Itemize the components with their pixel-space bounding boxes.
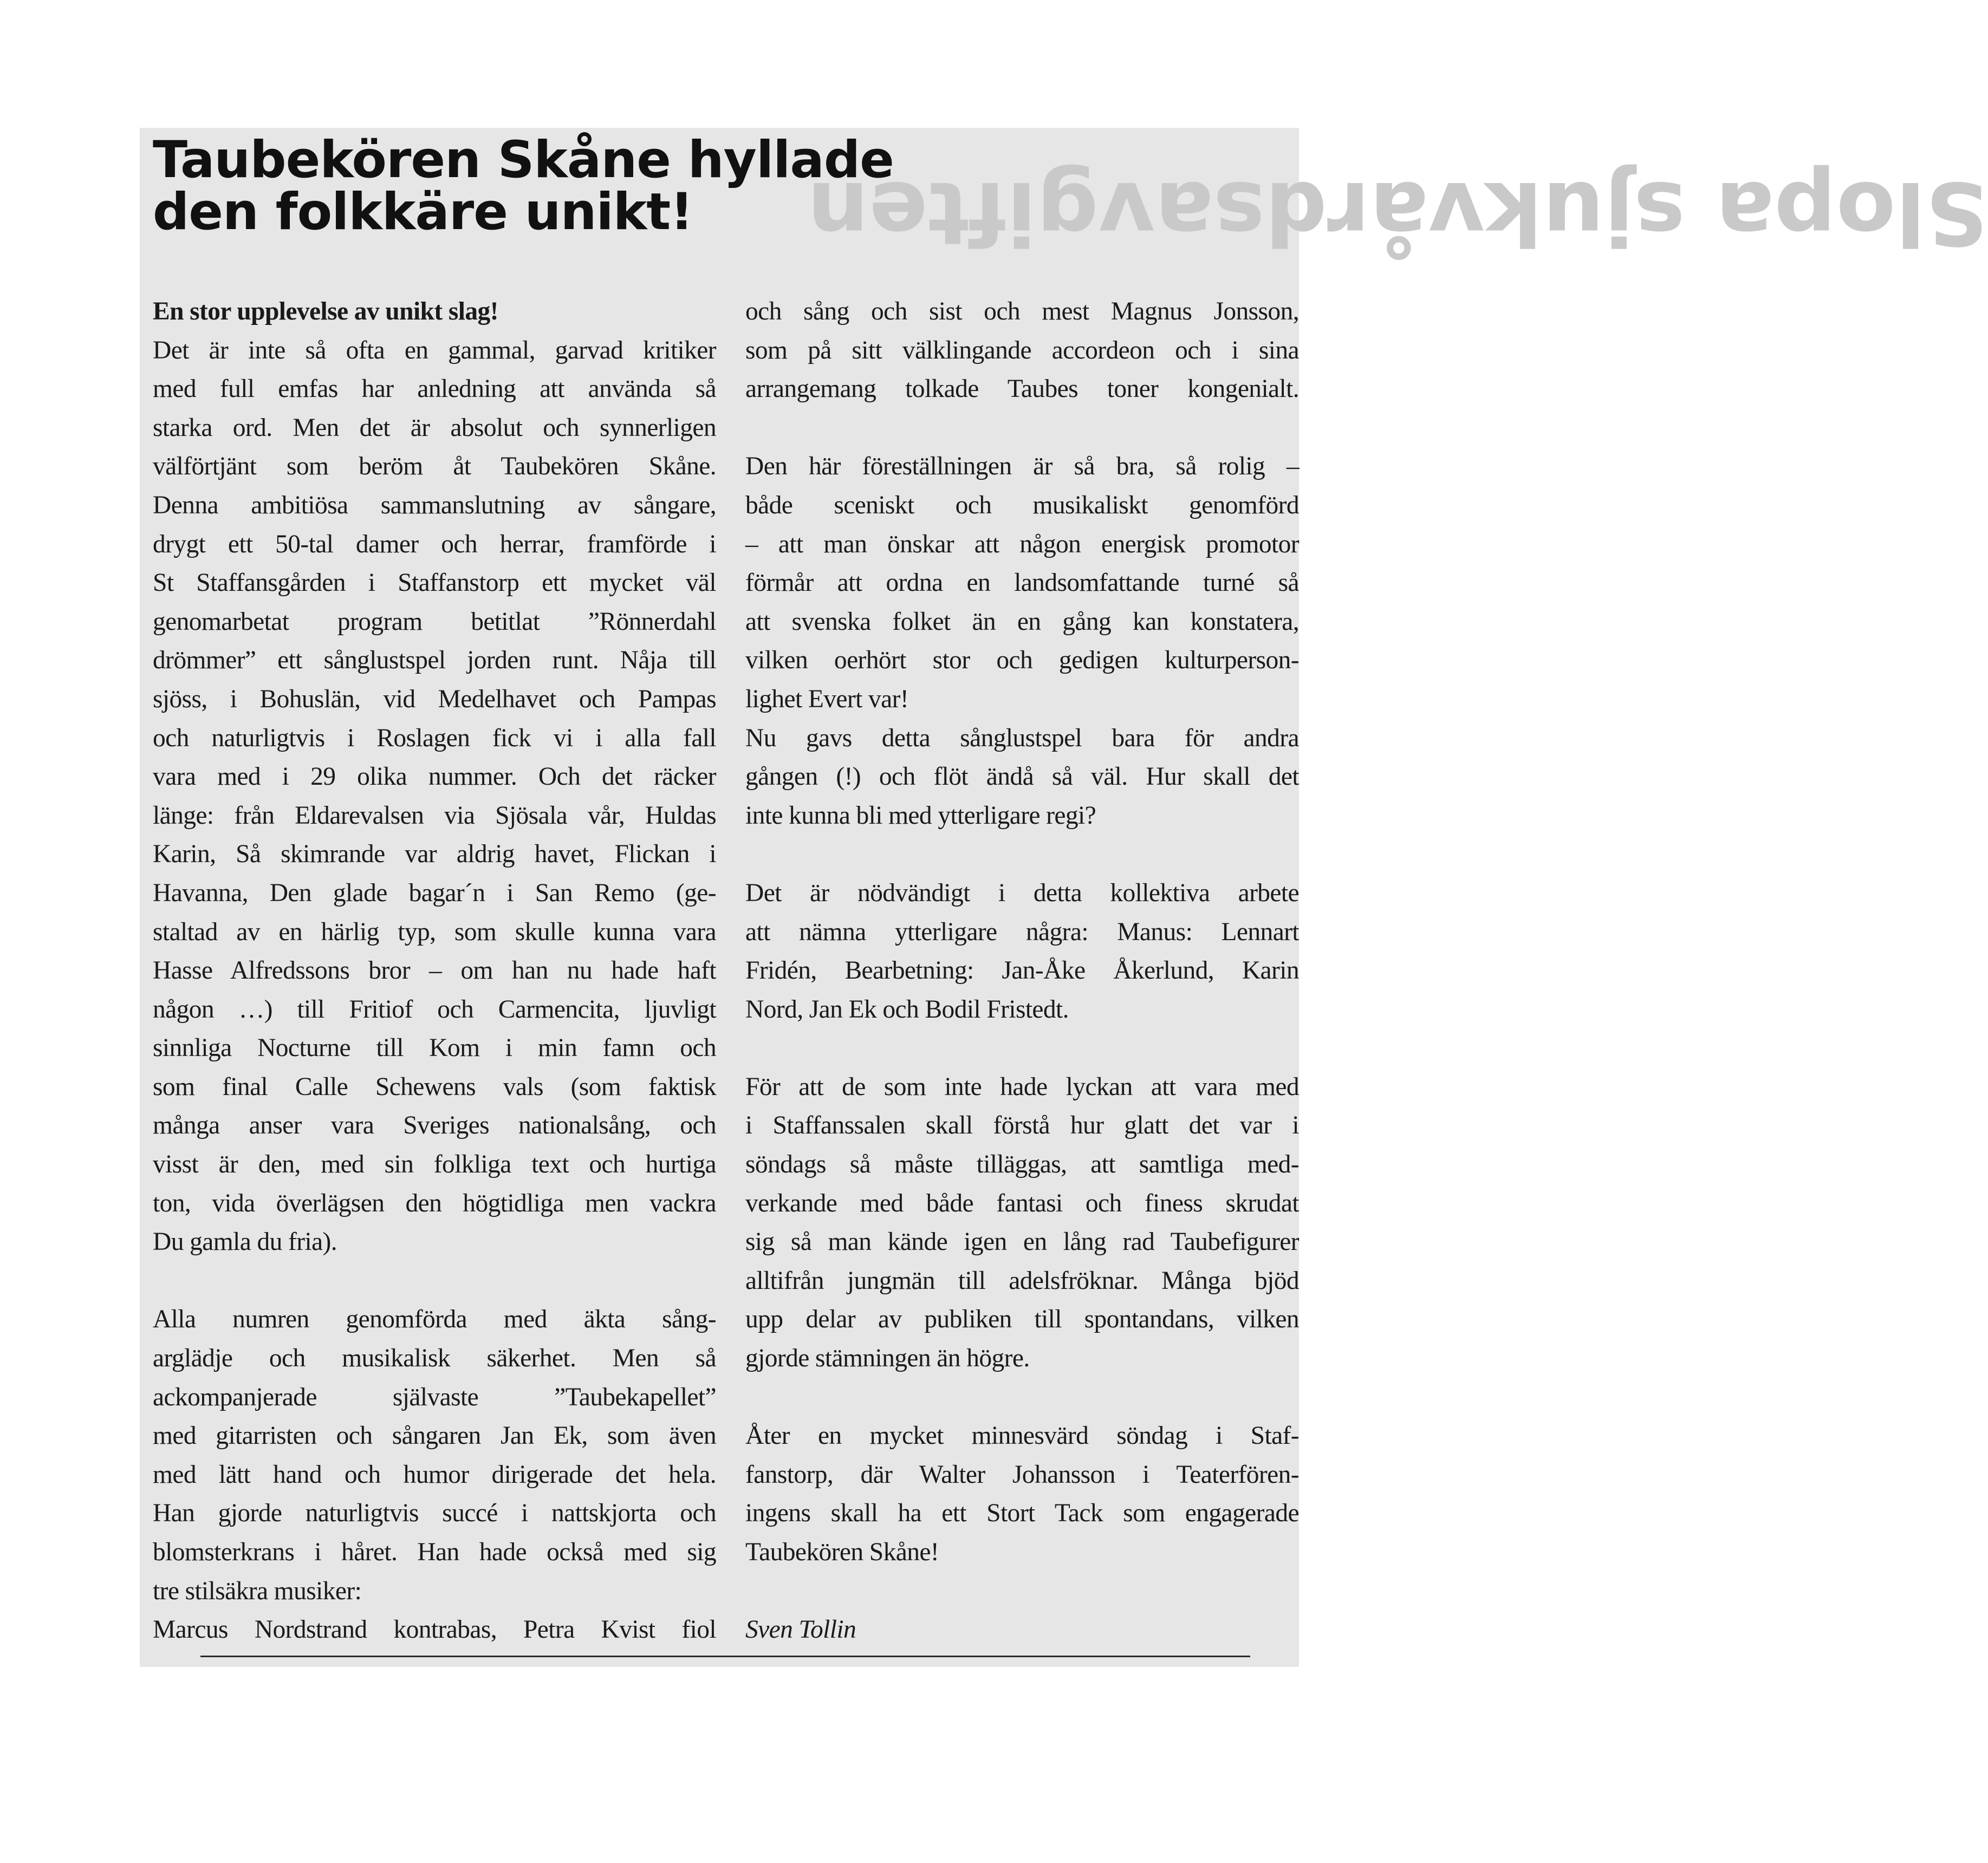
- paragraph-gap: [745, 409, 1299, 448]
- body-line: länge: från Eldarevalsen via Sjösala vår, Huldas: [153, 801, 716, 830]
- body-line: lighet Evert var!: [745, 685, 909, 713]
- body-line: Det är inte så ofta en gammal, garvad kritiker: [153, 336, 716, 364]
- body-line: verkande med både fantasi och finess skrudat: [745, 1189, 1299, 1217]
- body-line: både sceniskt och musikaliskt genomförd: [745, 491, 1299, 519]
- body-line: Du gamla du fria).: [153, 1228, 337, 1256]
- body-line: Åter en mycket minnesvärd söndag i Staf-: [745, 1422, 1299, 1450]
- body-line: i Staffanssalen skall förstå hur glatt det var i: [745, 1111, 1299, 1140]
- body-line: ingens skall ha ett Stort Tack som engagerade: [745, 1499, 1299, 1528]
- author-byline: Sven Tollin: [745, 1616, 856, 1644]
- headline-line: den folkkäre unikt!: [153, 182, 693, 242]
- paragraph-gap: [745, 1572, 1299, 1611]
- body-line: att svenska folket än en gång kan konstatera,: [745, 607, 1299, 636]
- body-line: staltad av en härlig typ, som skulle kunna vara: [153, 917, 716, 946]
- body-line: genomarbetat program betitlat ”Rönnerdahl: [153, 607, 716, 636]
- body-line: att nämna ytterligare några: Manus: Lennart: [745, 917, 1299, 946]
- body-line: Hasse Alfredssons bror – om han nu hade haft: [153, 956, 716, 985]
- left-column: [153, 292, 716, 1650]
- paragraph-gap: [745, 1029, 1299, 1068]
- body-line: Nu gavs detta sånglustspel bara för andra: [745, 724, 1299, 752]
- body-line: starka ord. Men det är absolut och synnerligen: [153, 413, 716, 442]
- paragraph-gap: [745, 1378, 1299, 1417]
- body-line: inte kunna bli med ytterligare regi?: [745, 801, 1096, 830]
- body-line: som final Calle Schewens vals (som faktisk: [153, 1072, 716, 1101]
- body-line: vara med i 29 olika nummer. Och det räcker: [153, 763, 716, 791]
- body-line: St Staffansgården i Staffanstorp ett mycket väl: [153, 569, 716, 597]
- body-line: drömmer” ett sånglustspel jorden runt. Nåja till: [153, 646, 716, 675]
- body-line: välförtjänt som beröm åt Taubekören Skåne.: [153, 452, 716, 481]
- bleed-through-headline: Slopa sjukvårdsavgiften: [807, 162, 1988, 264]
- body-line: förmår att ordna en landsomfattande turné så: [745, 569, 1299, 597]
- body-line: arrangemang tolkade Taubes toner kongenialt.: [745, 375, 1299, 403]
- body-line: upp delar av publiken till spontandans, vilken: [745, 1305, 1299, 1334]
- body-line: som på sitt välklingande accordeon och i sina: [745, 336, 1299, 364]
- article-headline: [153, 131, 894, 242]
- body-line: Taubekören Skåne!: [745, 1538, 939, 1566]
- headline-line: Taubekören Skåne hyllade: [153, 131, 894, 190]
- body-line: gången (!) och flöt ändå så väl. Hur skall det: [745, 763, 1299, 791]
- body-line: visst är den, med sin folkliga text och hurtiga: [153, 1150, 716, 1179]
- body-line: drygt ett 50-tal damer och herrar, framförde i: [153, 530, 716, 558]
- lead-line: En stor upplevelse av unikt slag!: [153, 297, 498, 325]
- body-line: Denna ambitiösa sammanslutning av sångare,: [153, 491, 716, 519]
- body-line: Nord, Jan Ek och Bodil Fristedt.: [745, 995, 1069, 1024]
- body-line: Fridén, Bearbetning: Jan-Åke Åkerlund, Karin: [745, 956, 1299, 985]
- body-line: och sång och sist och mest Magnus Jonsson,: [745, 297, 1299, 325]
- body-line: – att man önskar att någon energisk promotor: [745, 530, 1299, 558]
- body-line: tre stilsäkra musiker:: [153, 1577, 362, 1605]
- body-line: med gitarristen och sångaren Jan Ek, som även: [153, 1422, 716, 1450]
- body-line: vilken oerhört stor och gedigen kulturperson-: [745, 646, 1299, 675]
- body-line: gjorde stämningen än högre.: [745, 1344, 1030, 1373]
- body-line: Det är nödvändigt i detta kollektiva arbete: [745, 878, 1299, 907]
- body-line: ton, vida överlägsen den högtidliga men vackra: [153, 1189, 716, 1217]
- right-column: [745, 292, 1299, 1650]
- paragraph-gap: [153, 1262, 716, 1301]
- body-line: alltifrån jungmän till adelsfröknar. Många bjöd: [745, 1266, 1299, 1295]
- paragraph-gap: [745, 835, 1299, 874]
- body-line: arglädje och musikalisk säkerhet. Men så: [153, 1344, 716, 1373]
- body-line: Havanna, Den glade bagar´n i San Remo (ge-: [153, 878, 716, 907]
- body-line: med lätt hand och humor dirigerade det hela.: [153, 1460, 716, 1489]
- body-line: För att de som inte hade lyckan att vara med: [745, 1072, 1299, 1101]
- body-line: sjöss, i Bohuslän, vid Medelhavet och Pampas: [153, 685, 716, 713]
- body-line: Marcus Nordstrand kontrabas, Petra Kvist fiol: [153, 1616, 716, 1644]
- body-line: och naturligtvis i Roslagen fick vi i alla fall: [153, 724, 716, 752]
- body-line: med full emfas har anledning att använda så: [153, 375, 716, 403]
- body-line: många anser vara Sveriges nationalsång, och: [153, 1111, 716, 1140]
- body-line: fanstorp, där Walter Johansson i Teaterfören-: [745, 1460, 1299, 1489]
- body-line: ackompanjerade självaste ”Taubekapellet”: [153, 1383, 716, 1411]
- body-line: blomsterkrans i håret. Han hade också med sig: [153, 1538, 716, 1566]
- body-line: söndags så måste tilläggas, att samtliga med-: [745, 1150, 1299, 1179]
- body-line: sinnliga Nocturne till Kom i min famn och: [153, 1034, 716, 1063]
- body-line: någon …) till Fritiof och Carmencita, ljuvligt: [153, 995, 716, 1024]
- body-line: Den här föreställningen är så bra, så rolig –: [745, 452, 1299, 481]
- body-line: Alla numren genomförda med äkta sång-: [153, 1305, 716, 1334]
- body-line: Karin, Så skimrande var aldrig havet, Flickan i: [153, 840, 716, 869]
- bottom-rule: [200, 1656, 1250, 1657]
- body-line: sig så man kände igen en lång rad Taubefigurer: [745, 1228, 1299, 1256]
- body-line: Han gjorde naturligtvis succé i nattskjorta och: [153, 1499, 716, 1528]
